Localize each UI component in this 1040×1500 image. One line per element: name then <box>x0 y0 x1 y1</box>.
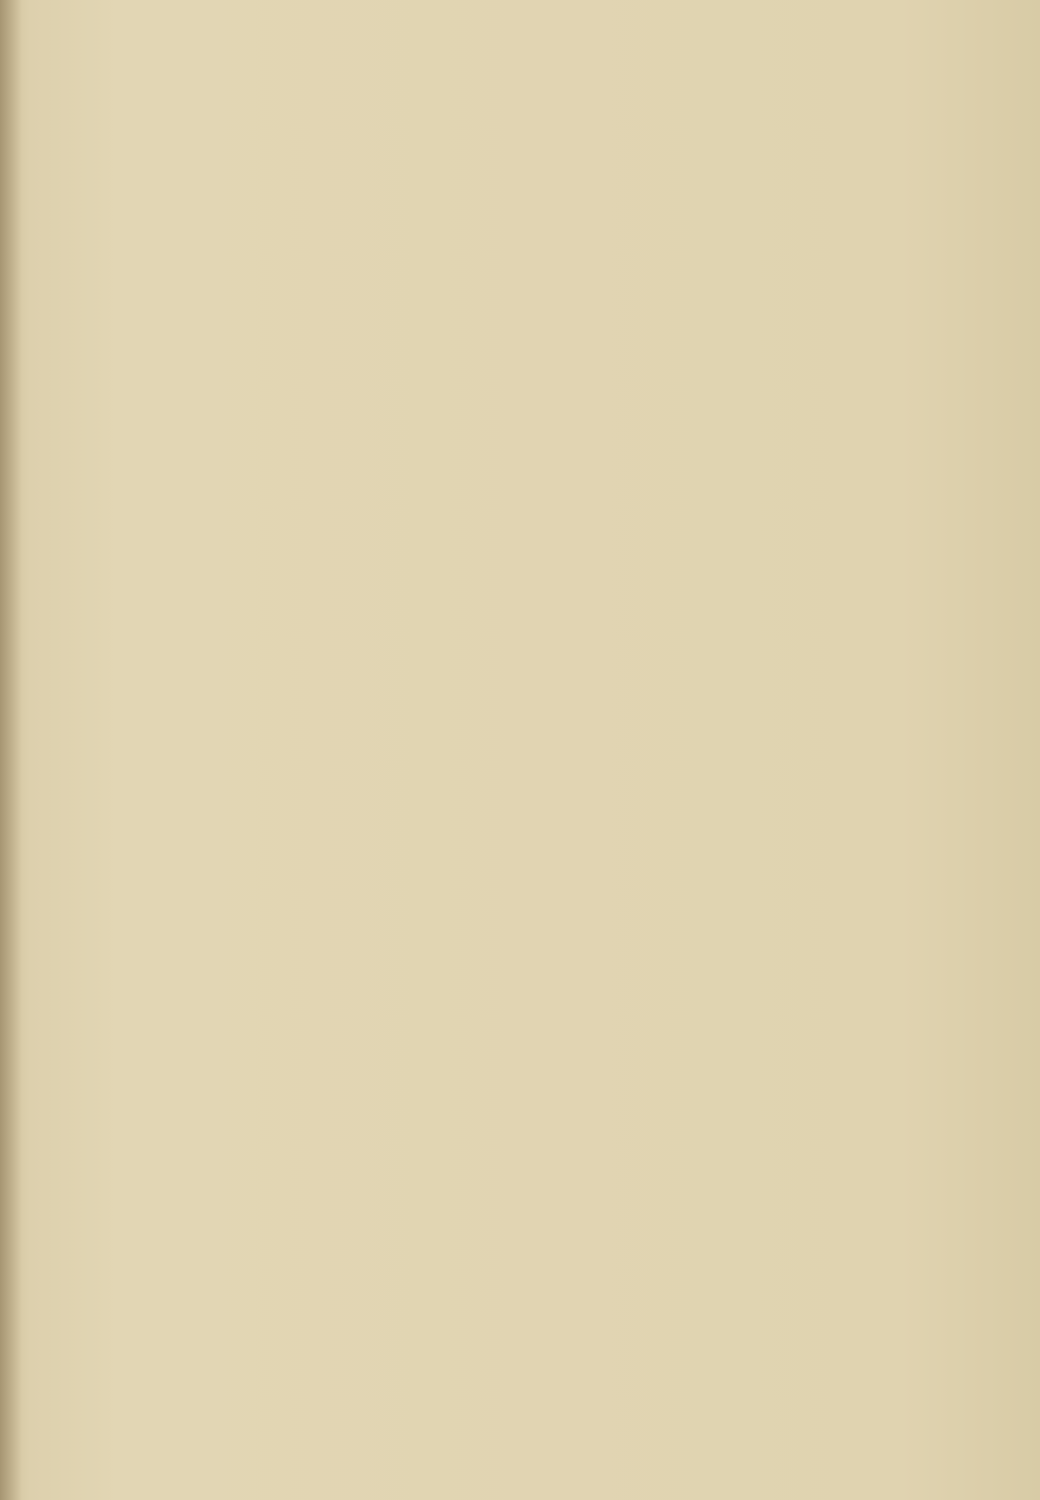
binding-shadow <box>0 0 22 1500</box>
